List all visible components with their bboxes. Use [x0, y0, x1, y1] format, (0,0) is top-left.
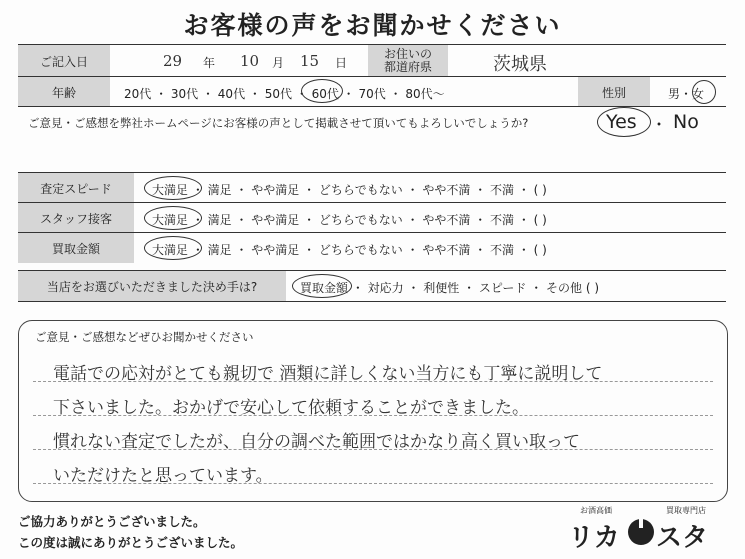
row-rating-staff [18, 202, 726, 233]
consent-selected-circle [597, 107, 651, 137]
logo-tagline-right: 買取専門店 [666, 506, 706, 515]
prefecture-label [368, 45, 448, 77]
rating-speed-circle [144, 176, 202, 200]
rating-staff-label: スタッフ接客 [18, 203, 134, 233]
rating-staff-options: 大満足 ・ 満足 ・ やや満足 ・ どちらでもない ・ やや不満 ・ 不満 ・ ( ) [152, 213, 547, 227]
entry-month: 10 [240, 52, 260, 70]
gender-selected-circle [692, 80, 716, 104]
logo [562, 503, 722, 553]
gender-label: 性別 [578, 77, 650, 107]
rating-price-options: 大満足 ・ 満足 ・ やや満足 ・ どちらでもない ・ やや不満 ・ 不満 ・ ( ) [152, 243, 547, 257]
consent-question: ご意見・ご感想を弊社ホームページにお客様の声として掲載させて頂いてもよろしいでしょうか? [28, 116, 529, 130]
comments-header: ご意見・ご感想などぜひお聞かせください [35, 330, 254, 344]
comment-line: 電話での応対がとても親切で 酒類に詳しくない当方にも丁寧に説明して [53, 364, 603, 384]
deciding-factor-circle [292, 274, 352, 298]
comment-line: 慣れない査定でしたが、自分の調べた範囲ではかなり高く買い取って [53, 432, 580, 452]
row-rating-price [18, 232, 726, 263]
rating-price-label: 買取金額 [18, 233, 134, 263]
footer-thanks-2: この度は誠にありがとうございました。 [18, 535, 244, 550]
logo-bottle-icon [628, 519, 654, 545]
survey-form [18, 44, 726, 302]
deciding-factor-options: 買取金額 ・ 対応力 ・ 利便性 ・ スピード ・ その他 ( ) [300, 281, 600, 295]
entry-date-label: ご記入日 [18, 45, 110, 77]
logo-name-right: スタ [656, 523, 709, 553]
footer-thanks-1: ご協力ありがとうございました。 [18, 514, 206, 529]
day-unit: 日 [335, 56, 348, 70]
page-title: お客様の声をお聞かせください [183, 11, 562, 40]
rating-speed-label: 査定スピード [18, 173, 134, 203]
row-deciding-factor [18, 270, 726, 302]
consent-yes: Yes [606, 111, 637, 133]
logo-name-left: リカ [568, 523, 620, 553]
rating-staff-circle [144, 206, 202, 230]
comments-box [18, 320, 728, 502]
gender-options: 男・女 [668, 87, 705, 101]
entry-year: 29 [163, 52, 183, 70]
rating-speed-options: 大満足 ・ 満足 ・ やや満足 ・ どちらでもない ・ やや不満 ・ 不満 ・ ( ) [152, 183, 547, 197]
age-options: 20代 ・ 30代 ・ 40代 ・ 50代 ・ 60代 ・ 70代 ・ 80代〜 [124, 87, 445, 101]
prefecture-label-line1: お住いの [383, 47, 432, 61]
rating-price-circle [144, 236, 202, 260]
consent-separator: ・ [651, 115, 668, 134]
comment-line: 下さいました。おかげで安心して依頼することができました。 [53, 398, 529, 418]
row-age [18, 76, 726, 107]
prefecture-value: 茨城県 [493, 54, 547, 75]
prefecture-label-line2: 都道府県 [383, 60, 432, 74]
age-label: 年齢 [18, 77, 110, 107]
logo-tagline-left: お酒高価 [580, 506, 612, 515]
month-unit: 月 [272, 56, 285, 70]
age-selected-circle [301, 79, 343, 103]
consent-no: No [673, 111, 699, 133]
year-unit: 年 [203, 56, 216, 70]
comment-line: いただけたと思っています。 [53, 466, 273, 486]
deciding-factor-question: 当店をお選びいただきました決め手は? [18, 271, 286, 301]
row-consent [18, 106, 726, 137]
entry-day: 15 [300, 52, 320, 70]
row-date [18, 44, 726, 77]
row-rating-speed [18, 172, 726, 203]
